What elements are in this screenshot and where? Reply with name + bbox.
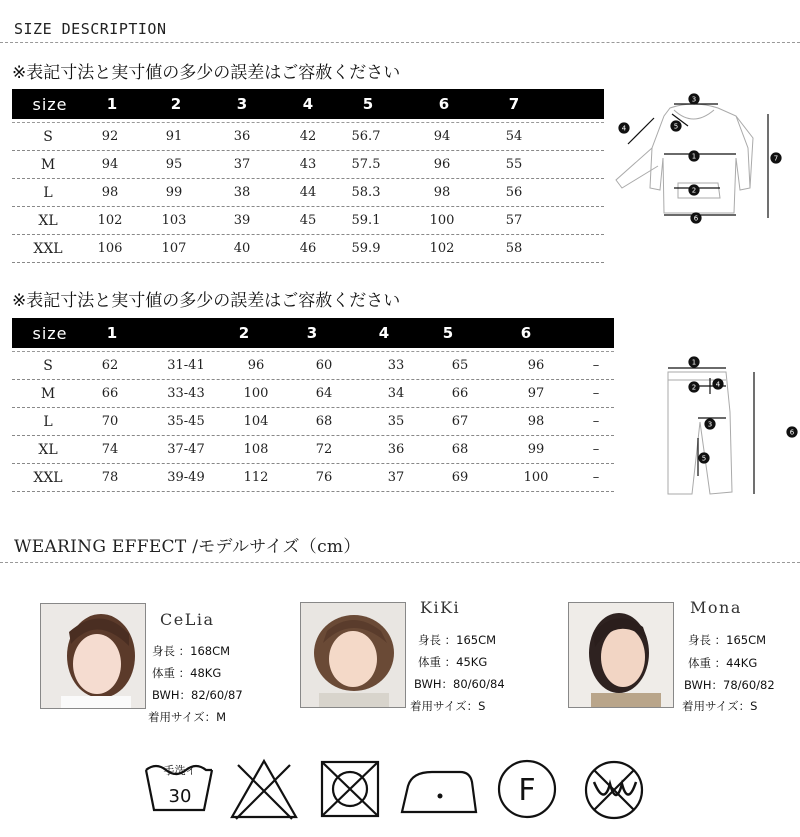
top-table-row [12,179,604,207]
bottom-row-value: 33-43 [167,386,205,401]
bottom-row-value: 66 [101,386,119,401]
bottom-table-row [12,436,614,464]
top-marker-3: 3 [691,95,697,104]
top-header-4: 4 [302,95,314,113]
model-bwh-mona: BWH：78/60/82 [684,678,775,692]
top-row-value: 59.9 [351,241,381,256]
top-header-1: 1 [106,95,118,113]
model-height-mona: 身長 ：165CM [688,633,767,647]
model-name-mona: Mona [690,598,742,617]
bottom-table-row [12,464,614,492]
model-portrait-icon [41,604,146,709]
top-row-value: 106 [97,241,123,256]
iron-low-icon [398,762,480,818]
bottom-marker-2: 2 [691,383,697,392]
bottom-garment-diagram [650,352,800,502]
no-wring-icon [580,756,648,824]
bottom-row-value: 37-47 [167,442,205,457]
top-row-value: 103 [161,213,187,228]
hand-wash-temp: 30 [168,786,192,807]
top-row-value: 43 [299,157,317,172]
bottom-row-value: 100 [243,386,269,401]
bottom-marker-3: 3 [707,420,713,429]
model-bwh-kiki: BWH：80/60/84 [414,677,505,691]
top-row-value: 45 [299,213,317,228]
model-height-celia: 身長 ：168CM [152,644,231,658]
top-row-size-label: L [43,185,53,201]
bottom-row-value: 78 [101,470,119,485]
bottom-row-size-label: M [40,386,56,402]
model-weight-mona: 体重 ：44KG [688,656,758,670]
top-header-7: 7 [508,95,520,113]
bottom-row-value: 36 [387,442,405,457]
model-photo-mona [568,602,674,708]
bottom-row-value: 68 [315,414,333,429]
bottom-row-size-label: L [43,414,53,430]
top-marker-4: 4 [621,124,627,133]
top-row-value: 102 [97,213,123,228]
bottom-row-value: 60 [315,358,333,373]
top-row-value: 94 [101,157,119,172]
top-row-value: 36 [233,129,251,144]
top-table-header [12,89,604,119]
size-description-title: SIZE DESCRIPTION [14,20,167,38]
no-bleach-icon [228,757,300,821]
top-row-value: 98 [433,185,451,200]
top-row-value: 39 [233,213,251,228]
bottom-size-notice: ※表記寸法と実寸値の多少の誤差はご容赦ください [12,291,401,311]
bottom-table-header [12,318,614,348]
model-name-kiki: KiKi [420,598,461,617]
top-table-row [12,151,604,179]
bottom-header-1: 1 [106,324,118,342]
top-row-value: 42 [299,129,317,144]
top-header-size: size [32,94,68,114]
top-marker-1: 1 [691,152,697,161]
bottom-row-value: – [592,470,600,485]
top-row-value: 58 [505,241,523,256]
bottom-row-value: 67 [451,414,469,429]
top-row-size-label: XXL [33,241,63,257]
bottom-header-4: 4 [378,324,390,342]
header-divider [0,42,800,43]
top-row-value: 56 [505,185,523,200]
top-row-value: 54 [505,129,523,144]
bottom-row-size-label: XL [38,442,58,458]
bottom-row-size-label: XXL [33,470,63,486]
bottom-row-value: 97 [527,386,545,401]
bottom-row-value: 98 [527,414,545,429]
bottom-row-value: 96 [527,358,545,373]
top-header-6: 6 [438,95,450,113]
bottom-row-value: 62 [101,358,119,373]
top-row-value: 95 [165,157,183,172]
top-row-value: 58.3 [351,185,381,200]
top-row-size-label: S [43,129,53,145]
top-row-value: 46 [299,241,317,256]
top-row-value: 37 [233,157,251,172]
bottom-row-value: 35-45 [167,414,205,429]
hand-wash-icon [140,758,218,820]
bottom-header-3: 3 [306,324,318,342]
bottom-row-value: – [592,386,600,401]
bottom-row-value: 104 [243,414,269,429]
model-size-kiki: 着用サイズ：S [410,699,486,713]
top-row-value: 96 [433,157,451,172]
bottom-marker-6: 6 [789,428,795,437]
top-marker-6: 6 [693,214,699,223]
bottom-row-value: 70 [101,414,119,429]
bottom-header-size: size [32,323,68,343]
top-row-value: 56.7 [351,129,381,144]
bottom-row-value: 69 [451,470,469,485]
model-height-kiki: 身長 ：165CM [418,633,497,647]
top-size-notice: ※表記寸法と実寸値の多少の誤差はご容赦ください [12,63,401,83]
dry-clean-letter: F [518,773,536,808]
model-photo-kiki [300,602,406,708]
bottom-header-2: 2 [238,324,250,342]
top-table-row [12,207,604,235]
no-tumble-dry-icon [318,758,382,820]
bottom-row-value: 33 [387,358,405,373]
bottom-row-value: 68 [451,442,469,457]
bottom-row-value: 112 [243,470,269,485]
top-marker-7: 7 [773,154,779,163]
wearing-divider [0,562,800,563]
bottom-row-value: 39-49 [167,470,205,485]
model-size-celia: 着用サイズ：M [148,710,227,724]
bottom-marker-5: 5 [701,454,707,463]
top-row-value: 98 [101,185,119,200]
top-row-value: 57.5 [351,157,381,172]
bottom-row-value: 100 [523,470,549,485]
bottom-row-value: 72 [315,442,333,457]
bottom-row-size-label: S [43,358,53,374]
model-weight-kiki: 体重 ：45KG [418,655,488,669]
wearing-effect-title: WEARING EFFECT /モデルサイズ（cm） [14,537,361,557]
model-portrait-icon [569,603,674,708]
top-row-value: 102 [429,241,455,256]
bottom-row-value: 96 [247,358,265,373]
bottom-header-5: 5 [442,324,454,342]
top-row-value: 91 [165,129,183,144]
top-table-row [12,123,604,151]
top-row-value: 92 [101,129,119,144]
top-header-3: 3 [236,95,248,113]
top-row-value: 99 [165,185,183,200]
top-header-2: 2 [170,95,182,113]
top-table-row [12,235,604,263]
top-row-value: 94 [433,129,451,144]
top-row-value: 40 [233,241,251,256]
bottom-marker-1: 1 [691,358,697,367]
bottom-table-row [12,380,614,408]
bottom-row-value: 66 [451,386,469,401]
bottom-row-value: – [592,358,600,373]
top-row-value: 59.1 [351,213,381,228]
bottom-table-row [12,352,614,380]
top-row-value: 100 [429,213,455,228]
bottom-row-value: 64 [315,386,333,401]
bottom-row-value: 108 [243,442,269,457]
bottom-row-value: 31-41 [167,358,205,373]
top-row-size-label: XL [38,213,58,229]
bottom-row-value: – [592,414,600,429]
model-weight-celia: 体重 ：48KG [152,666,222,680]
top-header-5: 5 [362,95,374,113]
top-row-value: 55 [505,157,523,172]
top-row-size-label: M [40,157,56,173]
bottom-row-value: 99 [527,442,545,457]
top-garment-diagram [608,88,800,233]
model-portrait-icon [301,603,406,708]
bottom-row-value: 76 [315,470,333,485]
bottom-table-row [12,408,614,436]
bottom-row-value: 35 [387,414,405,429]
model-bwh-celia: BWH：82/60/87 [152,688,243,702]
bottom-row-value: – [592,442,600,457]
bottom-row-value: 37 [387,470,405,485]
model-photo-celia [40,603,146,709]
top-row-value: 44 [299,185,317,200]
hand-wash-label: 手洗イ [163,764,197,777]
top-marker-5: 5 [673,122,679,131]
top-row-value: 107 [161,241,187,256]
bottom-header-6: 6 [520,324,532,342]
bottom-row-value: 34 [387,386,405,401]
top-row-value: 57 [505,213,523,228]
top-marker-2: 2 [691,186,697,195]
model-size-mona: 着用サイズ：S [682,699,758,713]
bottom-row-value: 65 [451,358,469,373]
dry-clean-f-icon [494,756,560,822]
bottom-row-value: 74 [101,442,119,457]
top-row-value: 38 [233,185,251,200]
model-name-celia: CeLia [160,610,215,629]
bottom-marker-4: 4 [715,380,721,389]
